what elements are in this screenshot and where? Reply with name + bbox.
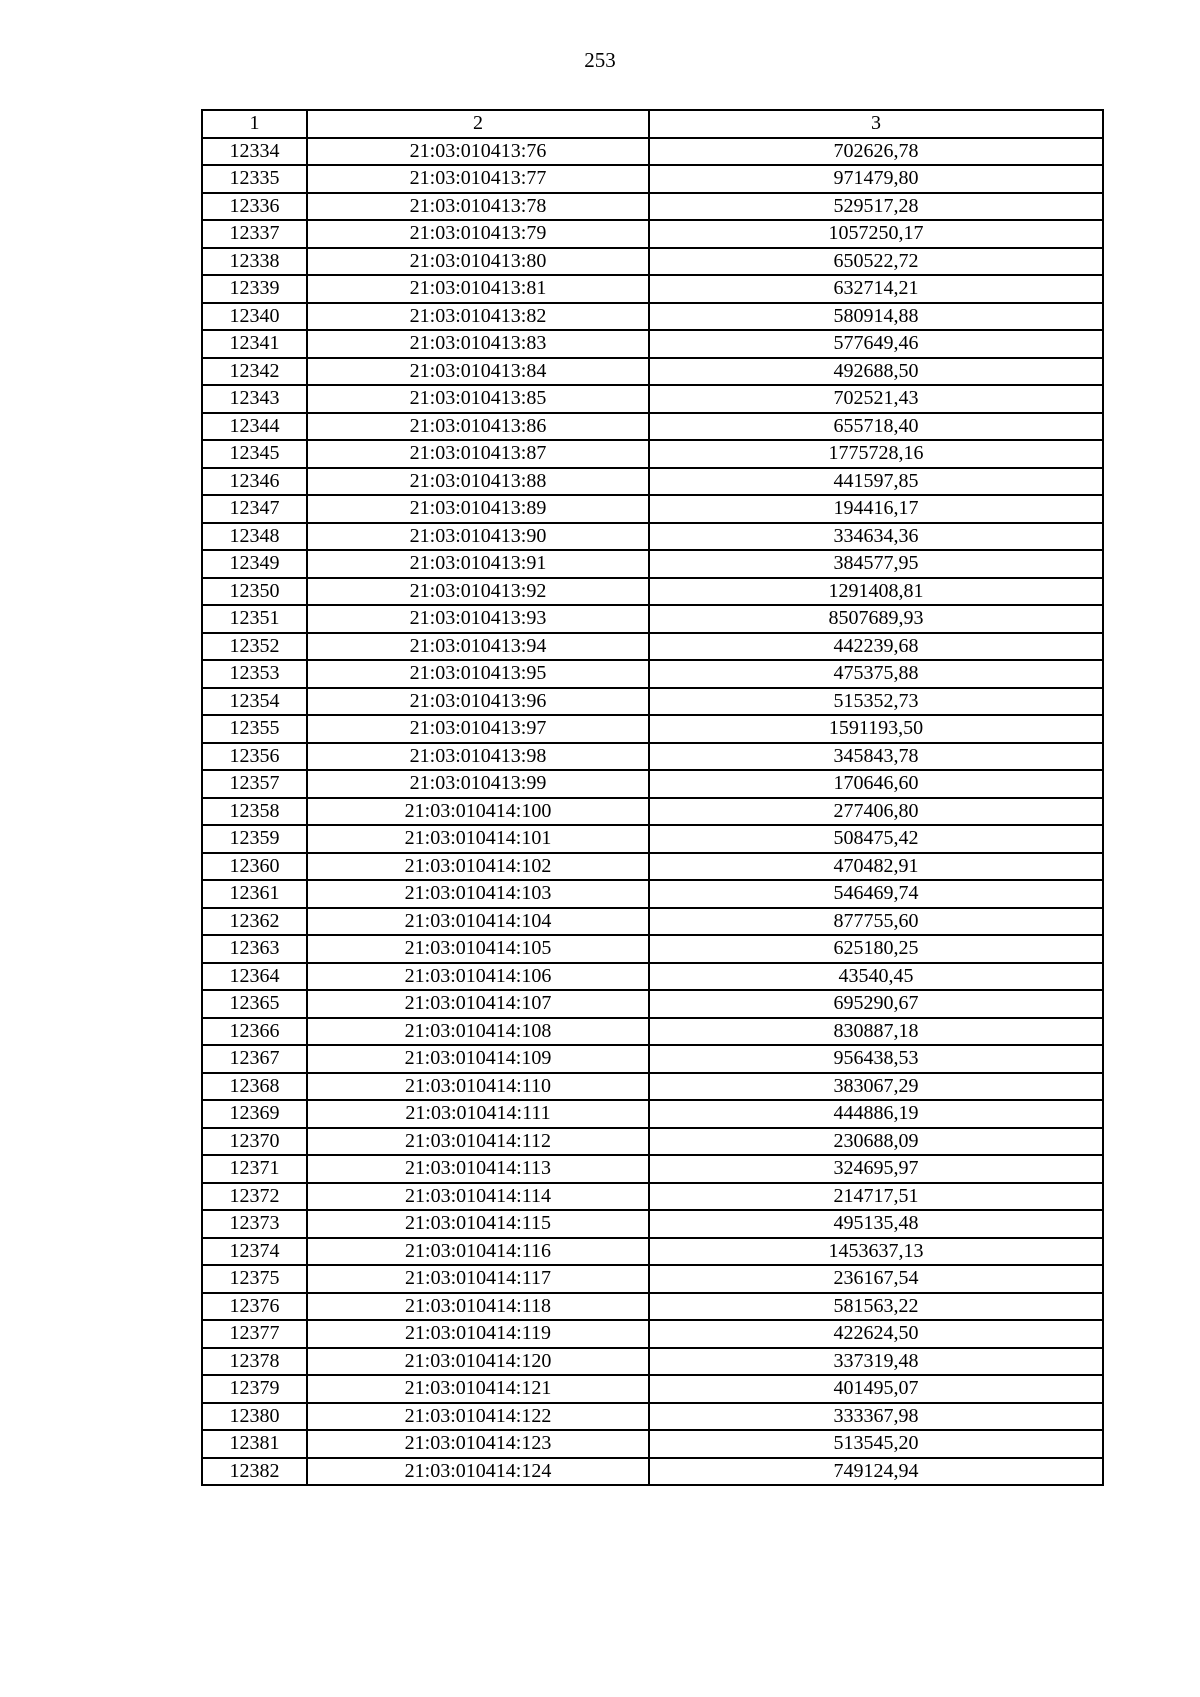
value-cell: 8507689,93 xyxy=(649,605,1103,633)
cadastral-number-cell: 21:03:010414:115 xyxy=(307,1210,649,1238)
row-number-cell: 12365 xyxy=(202,990,307,1018)
table-row xyxy=(202,468,1103,496)
table-row xyxy=(202,440,1103,468)
cadastral-number-cell: 21:03:010413:91 xyxy=(307,550,649,578)
table-row xyxy=(202,770,1103,798)
value-cell: 577649,46 xyxy=(649,330,1103,358)
row-number-cell: 12376 xyxy=(202,1293,307,1321)
cadastral-number-cell: 21:03:010414:117 xyxy=(307,1265,649,1293)
cadastral-number-cell: 21:03:010413:82 xyxy=(307,303,649,331)
value-cell: 1775728,16 xyxy=(649,440,1103,468)
cadastral-number-cell: 21:03:010414:114 xyxy=(307,1183,649,1211)
table-row xyxy=(202,715,1103,743)
table-row xyxy=(202,1348,1103,1376)
value-cell: 401495,07 xyxy=(649,1375,1103,1403)
value-cell: 1591193,50 xyxy=(649,715,1103,743)
row-number-cell: 12346 xyxy=(202,468,307,496)
row-number-cell: 12344 xyxy=(202,413,307,441)
row-number-cell: 12341 xyxy=(202,330,307,358)
table-row xyxy=(202,220,1103,248)
table-row xyxy=(202,193,1103,221)
table-row xyxy=(202,495,1103,523)
row-number-cell: 12357 xyxy=(202,770,307,798)
table-row xyxy=(202,1403,1103,1431)
cadastral-number-cell: 21:03:010413:98 xyxy=(307,743,649,771)
row-number-cell: 12337 xyxy=(202,220,307,248)
column-header-1: 1 xyxy=(202,110,307,138)
cadastral-number-cell: 21:03:010413:92 xyxy=(307,578,649,606)
value-cell: 214717,51 xyxy=(649,1183,1103,1211)
row-number-cell: 12373 xyxy=(202,1210,307,1238)
row-number-cell: 12354 xyxy=(202,688,307,716)
value-cell: 581563,22 xyxy=(649,1293,1103,1321)
cadastral-number-cell: 21:03:010413:94 xyxy=(307,633,649,661)
value-cell: 277406,80 xyxy=(649,798,1103,826)
row-number-cell: 12359 xyxy=(202,825,307,853)
value-cell: 956438,53 xyxy=(649,1045,1103,1073)
cadastral-number-cell: 21:03:010414:101 xyxy=(307,825,649,853)
cadastral-number-cell: 21:03:010414:123 xyxy=(307,1430,649,1458)
row-number-cell: 12350 xyxy=(202,578,307,606)
cadastral-number-cell: 21:03:010413:88 xyxy=(307,468,649,496)
table-row xyxy=(202,1045,1103,1073)
cadastral-number-cell: 21:03:010414:119 xyxy=(307,1320,649,1348)
row-number-cell: 12360 xyxy=(202,853,307,881)
cadastral-number-cell: 21:03:010414:118 xyxy=(307,1293,649,1321)
row-number-cell: 12374 xyxy=(202,1238,307,1266)
row-number-cell: 12379 xyxy=(202,1375,307,1403)
value-cell: 508475,42 xyxy=(649,825,1103,853)
value-cell: 337319,48 xyxy=(649,1348,1103,1376)
cadastral-number-cell: 21:03:010414:108 xyxy=(307,1018,649,1046)
value-cell: 170646,60 xyxy=(649,770,1103,798)
table-row xyxy=(202,1155,1103,1183)
table-row xyxy=(202,523,1103,551)
cadastral-number-cell: 21:03:010413:93 xyxy=(307,605,649,633)
cadastral-number-cell: 21:03:010413:79 xyxy=(307,220,649,248)
cadastral-number-cell: 21:03:010414:105 xyxy=(307,935,649,963)
row-number-cell: 12367 xyxy=(202,1045,307,1073)
column-header-3: 3 xyxy=(649,110,1103,138)
table-row xyxy=(202,1293,1103,1321)
value-cell: 442239,68 xyxy=(649,633,1103,661)
table-row xyxy=(202,275,1103,303)
row-number-cell: 12369 xyxy=(202,1100,307,1128)
cadastral-number-cell: 21:03:010413:99 xyxy=(307,770,649,798)
cadastral-number-cell: 21:03:010413:95 xyxy=(307,660,649,688)
value-cell: 515352,73 xyxy=(649,688,1103,716)
table-row xyxy=(202,1073,1103,1101)
table-row xyxy=(202,413,1103,441)
value-cell: 1291408,81 xyxy=(649,578,1103,606)
table-row xyxy=(202,743,1103,771)
row-number-cell: 12358 xyxy=(202,798,307,826)
table-row xyxy=(202,633,1103,661)
row-number-cell: 12345 xyxy=(202,440,307,468)
row-number-cell: 12368 xyxy=(202,1073,307,1101)
value-cell: 230688,09 xyxy=(649,1128,1103,1156)
row-number-cell: 12378 xyxy=(202,1348,307,1376)
value-cell: 384577,95 xyxy=(649,550,1103,578)
row-number-cell: 12375 xyxy=(202,1265,307,1293)
value-cell: 529517,28 xyxy=(649,193,1103,221)
table-row xyxy=(202,688,1103,716)
value-cell: 632714,21 xyxy=(649,275,1103,303)
table-row xyxy=(202,550,1103,578)
column-header-2: 2 xyxy=(307,110,649,138)
cadastral-number-cell: 21:03:010413:96 xyxy=(307,688,649,716)
table-row xyxy=(202,853,1103,881)
row-number-cell: 12364 xyxy=(202,963,307,991)
table-header xyxy=(202,110,1103,138)
value-cell: 444886,19 xyxy=(649,1100,1103,1128)
cadastral-number-cell: 21:03:010413:81 xyxy=(307,275,649,303)
row-number-cell: 12380 xyxy=(202,1403,307,1431)
table-row xyxy=(202,908,1103,936)
row-number-cell: 12366 xyxy=(202,1018,307,1046)
cadastral-number-cell: 21:03:010414:104 xyxy=(307,908,649,936)
table-row xyxy=(202,963,1103,991)
cadastral-number-cell: 21:03:010413:97 xyxy=(307,715,649,743)
row-number-cell: 12381 xyxy=(202,1430,307,1458)
row-number-cell: 12334 xyxy=(202,138,307,166)
table-row xyxy=(202,1458,1103,1486)
table-row xyxy=(202,825,1103,853)
value-cell: 422624,50 xyxy=(649,1320,1103,1348)
table-row xyxy=(202,880,1103,908)
value-cell: 324695,97 xyxy=(649,1155,1103,1183)
value-cell: 625180,25 xyxy=(649,935,1103,963)
table-row xyxy=(202,1128,1103,1156)
value-cell: 749124,94 xyxy=(649,1458,1103,1486)
row-number-cell: 12353 xyxy=(202,660,307,688)
value-cell: 971479,80 xyxy=(649,165,1103,193)
table-row xyxy=(202,1238,1103,1266)
cadastral-number-cell: 21:03:010414:111 xyxy=(307,1100,649,1128)
row-number-cell: 12335 xyxy=(202,165,307,193)
table-row xyxy=(202,660,1103,688)
cadastral-number-cell: 21:03:010414:124 xyxy=(307,1458,649,1486)
row-number-cell: 12377 xyxy=(202,1320,307,1348)
table-row xyxy=(202,1018,1103,1046)
table-row xyxy=(202,1100,1103,1128)
value-cell: 470482,91 xyxy=(649,853,1103,881)
table-row xyxy=(202,1430,1103,1458)
cadastral-number-cell: 21:03:010414:103 xyxy=(307,880,649,908)
cadastral-number-cell: 21:03:010414:121 xyxy=(307,1375,649,1403)
cadastral-number-cell: 21:03:010414:110 xyxy=(307,1073,649,1101)
value-cell: 655718,40 xyxy=(649,413,1103,441)
data-table xyxy=(201,109,1104,1486)
row-number-cell: 12347 xyxy=(202,495,307,523)
value-cell: 702521,43 xyxy=(649,385,1103,413)
cadastral-number-cell: 21:03:010413:85 xyxy=(307,385,649,413)
value-cell: 702626,78 xyxy=(649,138,1103,166)
value-cell: 383067,29 xyxy=(649,1073,1103,1101)
table-row xyxy=(202,1210,1103,1238)
table-row xyxy=(202,165,1103,193)
page-number: 253 xyxy=(584,48,616,72)
row-number-cell: 12343 xyxy=(202,385,307,413)
cadastral-number-cell: 21:03:010413:77 xyxy=(307,165,649,193)
cadastral-number-cell: 21:03:010414:112 xyxy=(307,1128,649,1156)
table-row xyxy=(202,1183,1103,1211)
table-row xyxy=(202,1320,1103,1348)
row-number-cell: 12352 xyxy=(202,633,307,661)
value-cell: 1057250,17 xyxy=(649,220,1103,248)
cadastral-number-cell: 21:03:010414:106 xyxy=(307,963,649,991)
row-number-cell: 12342 xyxy=(202,358,307,386)
value-cell: 441597,85 xyxy=(649,468,1103,496)
cadastral-number-cell: 21:03:010414:102 xyxy=(307,853,649,881)
value-cell: 495135,48 xyxy=(649,1210,1103,1238)
table-row xyxy=(202,578,1103,606)
value-cell: 580914,88 xyxy=(649,303,1103,331)
value-cell: 345843,78 xyxy=(649,743,1103,771)
value-cell: 695290,67 xyxy=(649,990,1103,1018)
table-row xyxy=(202,798,1103,826)
cadastral-number-cell: 21:03:010413:86 xyxy=(307,413,649,441)
value-cell: 334634,36 xyxy=(649,523,1103,551)
row-number-cell: 12340 xyxy=(202,303,307,331)
cadastral-number-cell: 21:03:010414:122 xyxy=(307,1403,649,1431)
table-row xyxy=(202,1265,1103,1293)
value-cell: 830887,18 xyxy=(649,1018,1103,1046)
cadastral-number-cell: 21:03:010414:116 xyxy=(307,1238,649,1266)
row-number-cell: 12361 xyxy=(202,880,307,908)
cadastral-number-cell: 21:03:010413:87 xyxy=(307,440,649,468)
row-number-cell: 12349 xyxy=(202,550,307,578)
row-number-cell: 12348 xyxy=(202,523,307,551)
row-number-cell: 12338 xyxy=(202,248,307,276)
table-row xyxy=(202,385,1103,413)
cadastral-number-cell: 21:03:010413:76 xyxy=(307,138,649,166)
row-number-cell: 12370 xyxy=(202,1128,307,1156)
table-row xyxy=(202,138,1103,166)
value-cell: 513545,20 xyxy=(649,1430,1103,1458)
cadastral-number-cell: 21:03:010413:80 xyxy=(307,248,649,276)
cadastral-number-cell: 21:03:010414:113 xyxy=(307,1155,649,1183)
row-number-cell: 12356 xyxy=(202,743,307,771)
cadastral-number-cell: 21:03:010414:120 xyxy=(307,1348,649,1376)
row-number-cell: 12371 xyxy=(202,1155,307,1183)
cadastral-number-cell: 21:03:010413:83 xyxy=(307,330,649,358)
cadastral-number-cell: 21:03:010414:107 xyxy=(307,990,649,1018)
value-cell: 194416,17 xyxy=(649,495,1103,523)
cadastral-number-cell: 21:03:010413:89 xyxy=(307,495,649,523)
cadastral-number-cell: 21:03:010413:78 xyxy=(307,193,649,221)
value-cell: 492688,50 xyxy=(649,358,1103,386)
table-row xyxy=(202,303,1103,331)
row-number-cell: 12362 xyxy=(202,908,307,936)
table-row xyxy=(202,605,1103,633)
table-row xyxy=(202,990,1103,1018)
value-cell: 43540,45 xyxy=(649,963,1103,991)
row-number-cell: 12336 xyxy=(202,193,307,221)
cadastral-number-cell: 21:03:010414:109 xyxy=(307,1045,649,1073)
cadastral-number-cell: 21:03:010413:84 xyxy=(307,358,649,386)
cadastral-number-cell: 21:03:010414:100 xyxy=(307,798,649,826)
table-body xyxy=(202,138,1103,1486)
value-cell: 333367,98 xyxy=(649,1403,1103,1431)
value-cell: 236167,54 xyxy=(649,1265,1103,1293)
value-cell: 1453637,13 xyxy=(649,1238,1103,1266)
value-cell: 475375,88 xyxy=(649,660,1103,688)
table-row xyxy=(202,358,1103,386)
table-row xyxy=(202,935,1103,963)
row-number-cell: 12363 xyxy=(202,935,307,963)
row-number-cell: 12351 xyxy=(202,605,307,633)
row-number-cell: 12372 xyxy=(202,1183,307,1211)
row-number-cell: 12382 xyxy=(202,1458,307,1486)
table-row xyxy=(202,1375,1103,1403)
table-row xyxy=(202,330,1103,358)
value-cell: 877755,60 xyxy=(649,908,1103,936)
table-row xyxy=(202,248,1103,276)
cadastral-number-cell: 21:03:010413:90 xyxy=(307,523,649,551)
value-cell: 546469,74 xyxy=(649,880,1103,908)
value-cell: 650522,72 xyxy=(649,248,1103,276)
table-header-row xyxy=(202,110,1103,138)
row-number-cell: 12355 xyxy=(202,715,307,743)
row-number-cell: 12339 xyxy=(202,275,307,303)
